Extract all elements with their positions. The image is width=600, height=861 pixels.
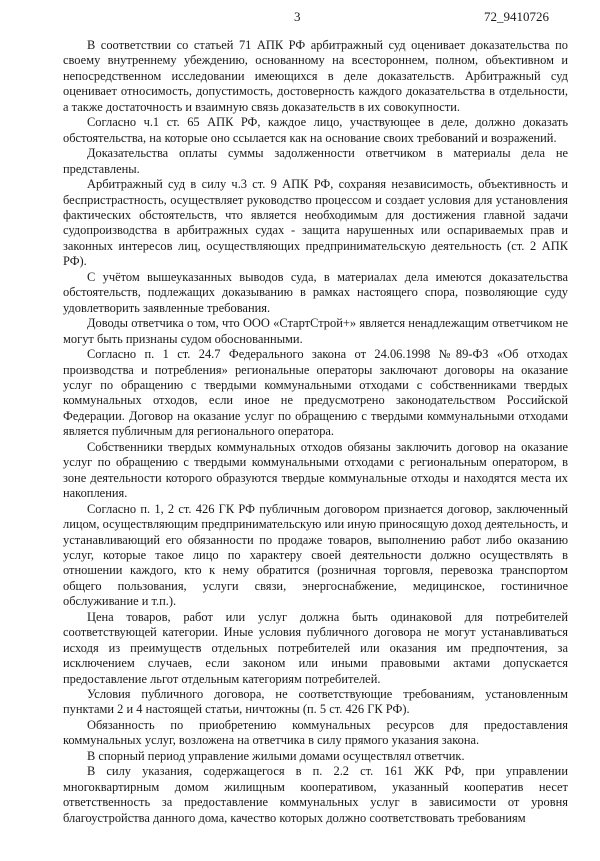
paragraph: Условия публичного договора, не соответствующие требованиям, установленным пунктами 2 и 4 настоящей статьи, ничтожны (п. 5 ст. 426 ГК РФ).: [63, 687, 568, 717]
paragraph: Арбитражный суд в силу ч.3 ст. 9 АПК РФ, сохраняя независимость, объективность и беспристрастность, осуществляет руководство процессом и создает условия для установления фактических обстоятельств, что является необходимым для достижения главной задачи судопроизводства в арбитражных судах - защита нарушенных или оспариваемых прав и законных интересов лиц, осуществляющих предпринимательскую деятельность (ст. 2 АПК РФ).: [63, 177, 568, 269]
paragraph: Доводы ответчика о том, что ООО «СтартСтрой+» является ненадлежащим ответчиком не могут быть признаны судом обоснованными.: [63, 316, 568, 346]
case-number: 72_9410726: [484, 9, 549, 24]
paragraph: Согласно п. 1, 2 ст. 426 ГК РФ публичным договором признается договор, заключенный лицом, осуществляющим предпринимательскую или иную приносящую доход деятельность, и устанавливающий его обязанности по продаже товаров, выполнению работ либо оказанию услуг, которые такое лицо по характеру своей деятельности должно осуществлять в отношении каждого, кто к нему обратится (розничная торговля, перевозка транспортом общего пользования, услуги связи, энергоснабжение, медицинское, гостиничное обслуживание и т.п.).: [63, 501, 568, 609]
paragraph: Обязанность по приобретению коммунальных ресурсов для предоставления коммунальных услуг, возложена на ответчика в силу прямого указания закона.: [63, 717, 568, 748]
paragraph: В спорный период управление жилыми домами осуществлял ответчик.: [87, 748, 465, 763]
paragraph: Доказательства оплаты суммы задолженности ответчиком в материалы дела не представлены.: [63, 146, 568, 176]
page-header: [0, 9, 600, 25]
paragraph: С учётом вышеуказанных выводов суда, в материалах дела имеются доказательства обстоятельств, подлежащих доказыванию в рамках настоящего спора, позволяющие суду удовлетворить заявленные требования.: [63, 269, 568, 315]
paragraph: Собственники твердых коммунальных отходов обязаны заключить договор на оказание услуг по обращению с твердыми коммунальными отходами с региональным оператором, в зоне деятельности которого образуются твердые коммунальные отходы и находятся места их накопления.: [63, 439, 568, 501]
paragraph: В соответствии со статьей 71 АПК РФ арбитражный суд оценивает доказательства по своему внутреннему убеждению, основанному на всестороннем, полном, объективном и непосредственном исследовании имеющихся в деле доказательств. Арбитражный суд оценивает относимость, допустимость, достоверность каждого доказательства в отдельности, а также достаточность и взаимную связь доказательств в их совокупности.: [63, 38, 568, 114]
paragraph: Цена товаров, работ или услуг должна быть одинаковой для потребителей соответствующей категории. Иные условия публичного договора не могут устанавливаться исходя из преимуществ отдельных потребителей или оказания им предпочтения, за исключением случаев, если законом или иными правовыми актами допускается предоставление льгот отдельным категориям потребителей.: [63, 609, 568, 686]
document-body: [63, 38, 568, 826]
paragraph: В силу указания, содержащегося в п. 2.2 ст. 161 ЖК РФ, при управлении многоквартирным домом жилищным кооперативом, указанный кооператив несет ответственность за предоставление коммунальных услуг в зависимости от уровня благоустройства данного дома, качество которых должно соответствовать требованиям: [63, 764, 568, 825]
page-number: 3: [294, 9, 301, 24]
paragraph: Согласно п. 1 ст. 24.7 Федерального закона от 24.06.1998 №89-ФЗ «Об отходах производства и потребления» региональные операторы заключают договоры на оказание услуг по обращению с твердыми коммунальными отходами с собственниками твердых коммунальных отходов, если иное не предусмотрено законодательством Российской Федерации. Договор на оказание услуг по обращению с твердыми коммунальными отходами является публичным для регионального оператора.: [63, 347, 568, 439]
paragraph: Согласно ч.1 ст. 65 АПК РФ, каждое лицо, участвующее в деле, должно доказать обстоятельства, на которые оно ссылается как на основание своих требований и возражений.: [63, 115, 568, 145]
